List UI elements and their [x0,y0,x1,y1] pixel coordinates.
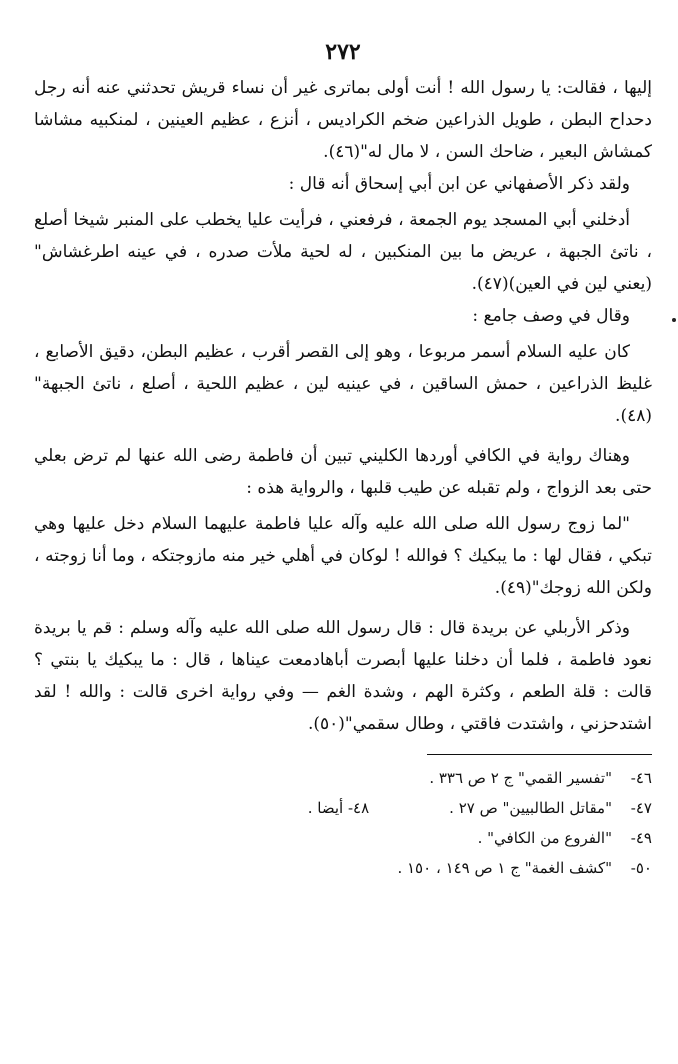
footnotes [34,763,652,883]
paragraph-kafi-narration: "لما زوج رسول الله صلى الله عليه وآله عليا فاطمة عليهما السلام دخل عليها وهي تبكي ، فقال لها : ما يبكيك ؟ فوالله ! لوكان في أهلي خير منه مازوجتكه ، وما أنا زوجته ، ولكن الله زوجك"(٤٩). [34,514,652,598]
footnote-divider [427,754,652,755]
footnote-text: "مقاتل الطالبيين" ص ٢٧ . [449,799,612,817]
scan-edge-mark [672,318,676,322]
paragraph-ibn-abi-ishaq-quote: أدخلني أبي المسجد يوم الجمعة ، فرفعني ، فرأيت عليا يخطب على المنبر شيخا أصلع ، ناتئ الجبهة ، عريض ما بين المنكبين ، له لحية ملأت صدره ، في عينه اطرغشاش" (يعني لين في العين)(٤٧). [34,210,652,294]
footnote-text: "الفروع من الكافي" . [477,829,612,847]
page-number: ٢٧٢ [325,39,361,65]
footnote-number: ٤٩- [630,829,652,847]
footnote-text: "تفسير القمي" ج ٢ ص ٣٣٦ . [429,769,612,787]
footnote-number: ٥٠- [630,859,652,877]
footnote-47 [34,793,652,823]
footnote-48-inline: ٤٨- أيضا . [307,799,370,817]
footnote-number: ٤٧- [630,799,652,817]
paragraph-arbili-narration: وذكر الأربلي عن بريدة قال : قال رسول الله صلى الله عليه وآله وسلم : قم يا بريدة نعود فاطمة ، فلما أن دخلنا عليها أبصرت أباهادمعت عيناها ، قال : ما يبكيك يا بنتي ؟ قالت : قلة الطعم ، وكثرة الهم ، وشدة الغم — وفي رواية اخرى قالت : والله ! لقد اشتدحزني ، واشتدت فاقتي ، وطال سقمي"(٥٠). [34,618,652,734]
footnote-number: ٤٦- [630,769,652,787]
footnote-49 [34,823,652,853]
footnote-46 [34,763,652,793]
paragraph-kafi-narration-intro: وهناك رواية في الكافي أوردها الكليني تبين أن فاطمة رضى الله عنها لم ترض بعلي حتى بعد الزواج ، ولم تقبله عن طيب قلبها ، والرواية هذه : [34,446,652,498]
footnote-text: "كشف الغمة" ج ١ ص ١٤٩ ، ١٥٠ . [397,859,612,877]
paragraph-comprehensive-description-intro: وقال في وصف جامع : [472,306,630,326]
paragraph-quote-continuation: إليها ، فقالت: يا رسول الله ! أنت أولى بماترى غير أن نساء قريش تحدثني عنه أنه رجل دحداح البطن ، طويل الذراعين ضخم الكراديس ، أنزع ، عظيم العينين ، لمنكبيه مشاشا كمشاش البعير ، ضاحك السن ، لا مال له"(٤٦). [34,78,652,162]
paragraph-isfahani-intro: ولقد ذكر الأصفهاني عن ابن أبي إسحاق أنه قال : [288,174,630,194]
paragraph-physical-description: كان عليه السلام أسمر مربوعا ، وهو إلى القصر أقرب ، عظيم البطن، دقيق الأصابع ، غليظ الذراعين ، حمش الساقين ، في عينيه لين ، عظيم اللحية ، أصلع ، ناتئ الجبهة"(٤٨). [34,342,652,426]
footnote-50 [34,853,652,883]
